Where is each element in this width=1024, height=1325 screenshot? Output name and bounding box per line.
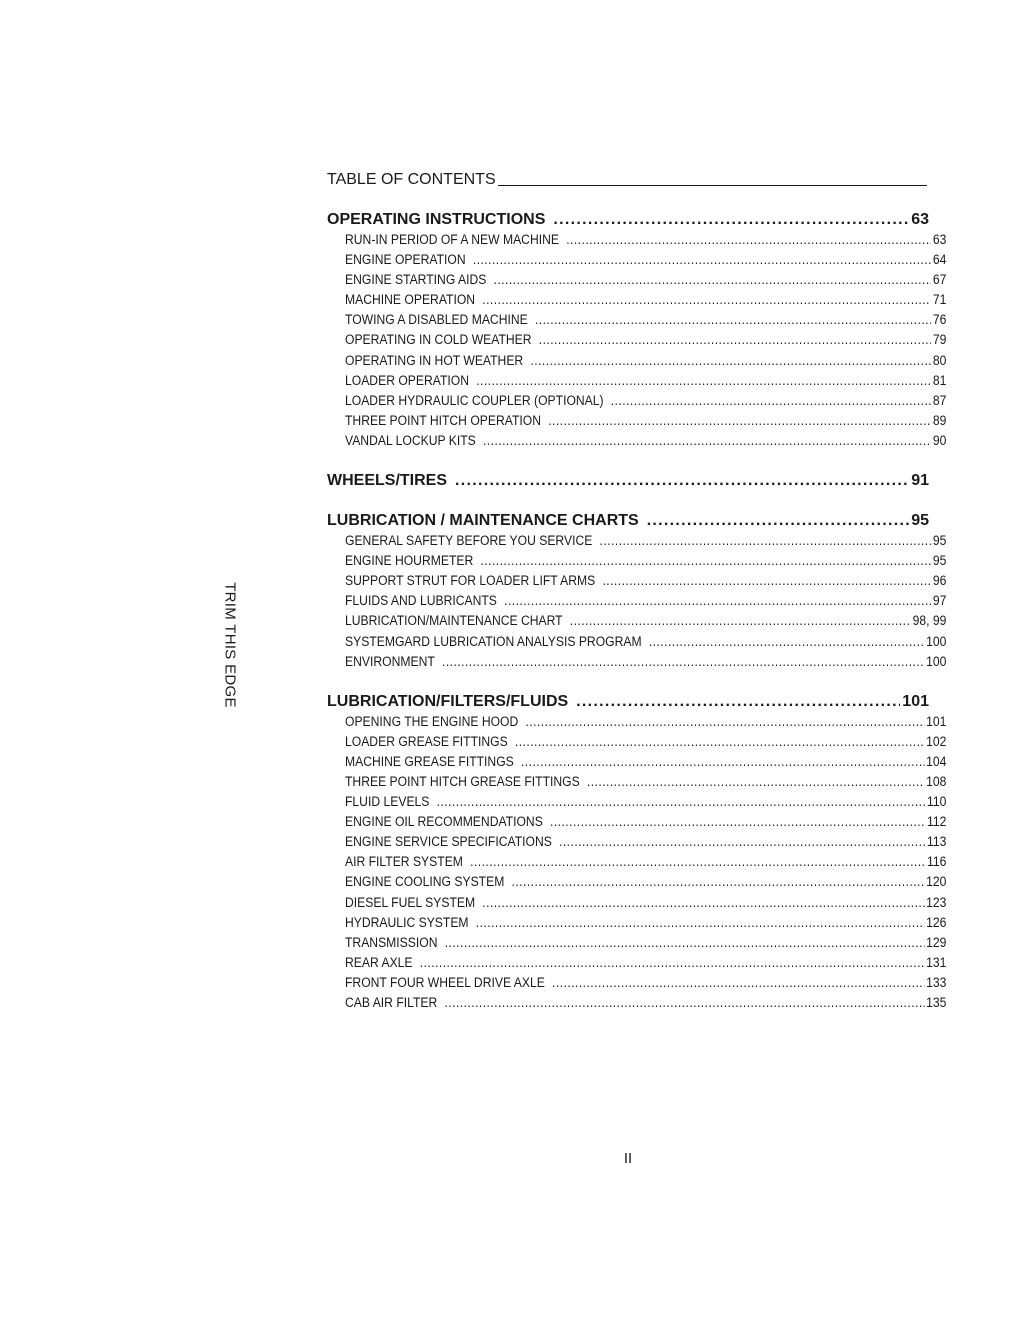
toc-section-heading[interactable] (327, 511, 929, 531)
dot-leader (600, 531, 932, 551)
toc-entry-label: FRONT FOUR WHEEL DRIVE AXLE (345, 974, 545, 990)
toc-section-heading-page: 63 (911, 211, 929, 228)
toc-entry-label: OPENING THE ENGINE HOOD (345, 713, 519, 729)
toc-entry-label: SUPPORT STRUT FOR LOADER LIFT ARMS (345, 573, 596, 589)
toc-entry[interactable] (327, 712, 946, 732)
dot-leader (647, 511, 910, 531)
toc-entry-page: 135 (926, 995, 947, 1010)
toc-entry[interactable] (327, 893, 946, 913)
toc-entry-label: LOADER HYDRAULIC COUPLER (OPTIONAL) (345, 392, 604, 408)
toc-entry-label: FLUID LEVELS (345, 794, 430, 810)
dot-leader (482, 893, 924, 913)
toc-entry-label: REAR AXLE (345, 954, 413, 970)
toc-entry[interactable] (327, 391, 946, 411)
page-footer (0, 1150, 1024, 1168)
dot-leader (559, 832, 925, 852)
toc-entry-page: 112 (927, 814, 947, 830)
toc-entry-label: RUN-IN PERIOD OF A NEW MACHINE (345, 232, 560, 247)
dot-leader (437, 792, 926, 812)
dot-leader (455, 471, 909, 491)
toc-section-heading-page: 91 (911, 472, 929, 490)
toc-entry[interactable] (327, 250, 946, 270)
toc-section-heading[interactable] (327, 210, 929, 230)
page-number: II (623, 1150, 633, 1167)
dot-leader (512, 872, 925, 892)
dot-leader (442, 652, 924, 672)
dot-leader (473, 250, 931, 270)
dot-leader (494, 270, 932, 290)
dot-leader (521, 752, 924, 772)
toc-entry-page: 80 (932, 352, 947, 368)
toc-entry-label: SYSTEMGARD LUBRICATION ANALYSIS PROGRAM (345, 633, 642, 649)
dot-leader (553, 210, 909, 230)
toc-entry-label: FLUIDS AND LUBRICANTS (345, 593, 497, 609)
toc-entry-label: LOADER OPERATION (345, 372, 470, 388)
toc-entry-page: 90 (932, 432, 947, 448)
dot-leader (611, 391, 931, 411)
toc-entry[interactable] (327, 551, 946, 571)
toc-entry-label: OPERATING IN HOT WEATHER (345, 352, 524, 368)
toc-entry-page: 108 (926, 773, 947, 789)
toc-entry-page: 126 (926, 914, 947, 930)
toc-section-heading-label: WHEELS/TIRES (327, 472, 448, 490)
toc-entry-page: 100 (926, 653, 947, 669)
header-rule (498, 185, 927, 186)
toc-entry[interactable] (327, 772, 946, 792)
toc-section (327, 210, 947, 451)
dot-leader (525, 712, 924, 732)
toc-entry-page: 110 (927, 794, 947, 810)
dot-leader (504, 591, 931, 611)
toc-entry[interactable] (327, 632, 946, 652)
toc-entry-page: 131 (926, 954, 947, 970)
dot-leader (444, 993, 924, 1013)
toc-entry-page: 96 (932, 573, 947, 589)
toc-entry-page: 71 (932, 292, 947, 308)
toc-entry[interactable] (327, 411, 946, 431)
toc-entry-label: ENGINE COOLING SYSTEM (345, 874, 505, 890)
toc-entry-label: LOADER GREASE FITTINGS (345, 733, 508, 749)
toc-entry-page: 100 (926, 633, 947, 649)
toc-entry[interactable] (327, 953, 946, 973)
toc-entry[interactable] (327, 913, 946, 933)
toc-entry-label: OPERATING IN COLD WEATHER (345, 332, 532, 348)
toc-entry[interactable] (327, 330, 946, 350)
toc-entry-label: LUBRICATION/MAINTENANCE CHART (345, 613, 563, 629)
toc-entry-page: 76 (932, 312, 947, 328)
toc-entry[interactable] (327, 351, 946, 371)
toc-entry-page: 64 (932, 252, 947, 268)
dot-leader (550, 812, 925, 832)
dot-leader (482, 290, 931, 310)
toc-entry-label: TRANSMISSION (345, 934, 438, 950)
toc-entry-page: 89 (932, 412, 947, 428)
toc-section-heading-page: 95 (911, 512, 929, 530)
toc-entry[interactable] (327, 752, 946, 772)
toc-entry[interactable] (327, 872, 946, 892)
toc-entry[interactable] (327, 652, 946, 672)
toc-entry-page: 87 (932, 392, 947, 408)
toc-entry[interactable] (327, 270, 946, 290)
toc-entry[interactable] (327, 230, 946, 250)
dot-leader (587, 772, 924, 792)
trim-edge-label: TRIM THIS EDGE (221, 582, 239, 708)
toc-entry-label: VANDAL LOCKUP KITS (345, 432, 476, 448)
toc-entry[interactable] (327, 832, 946, 852)
dot-leader (530, 351, 931, 371)
toc-entry-page: 133 (926, 974, 947, 990)
toc-section (327, 692, 947, 1013)
toc-entry-page: 79 (932, 332, 947, 348)
toc-entry[interactable] (327, 973, 946, 993)
toc-entry-label: ENGINE OPERATION (345, 252, 466, 268)
toc-entry-page: 63 (932, 232, 947, 247)
dot-leader (480, 551, 931, 571)
toc-entry[interactable] (327, 993, 946, 1013)
toc-entry-page: 104 (926, 753, 947, 769)
toc-entry-page: 120 (926, 874, 947, 890)
toc-entry[interactable] (327, 290, 946, 310)
toc-entry[interactable] (327, 792, 946, 812)
toc-entry-label: MACHINE GREASE FITTINGS (345, 753, 514, 769)
toc-section-heading-label: OPERATING INSTRUCTIONS (327, 211, 546, 228)
toc-entry-label: THREE POINT HITCH OPERATION (345, 412, 542, 428)
toc-entry[interactable] (327, 310, 946, 330)
toc-entry[interactable] (327, 611, 946, 631)
toc-section-heading[interactable] (327, 692, 929, 712)
toc-entry-page: 113 (927, 834, 947, 850)
toc-section-heading[interactable] (327, 471, 929, 491)
dot-leader (476, 371, 931, 391)
dot-leader (420, 953, 925, 973)
toc-entry-page: 95 (932, 553, 947, 569)
toc-entry-label: GENERAL SAFETY BEFORE YOU SERVICE (345, 533, 593, 549)
dot-leader (649, 632, 924, 652)
toc-section-heading-page: 101 (902, 692, 929, 710)
toc-entry-label: CAB AIR FILTER (345, 995, 438, 1010)
dot-leader (539, 330, 931, 350)
toc-entry-label: HYDRAULIC SYSTEM (345, 914, 469, 930)
dot-leader (566, 230, 931, 250)
toc-entry-label: THREE POINT HITCH GREASE FITTINGS (345, 773, 580, 789)
toc-entry[interactable] (327, 431, 946, 451)
toc-entry-label: ENVIRONMENT (345, 653, 435, 669)
toc-entry[interactable] (327, 933, 946, 953)
toc-section (327, 511, 947, 672)
toc-entry-label: ENGINE SERVICE SPECIFICATIONS (345, 834, 552, 850)
toc-entry[interactable] (327, 852, 946, 872)
toc-entry[interactable] (327, 591, 946, 611)
toc-section-heading-label: LUBRICATION / MAINTENANCE CHARTS (327, 512, 639, 530)
toc-header (327, 171, 927, 189)
toc-entry-page: 97 (932, 593, 947, 609)
table-of-contents (327, 210, 947, 1033)
toc-entry-page: 95 (932, 533, 947, 549)
dot-leader (570, 611, 911, 631)
toc-entry-page: 67 (932, 272, 947, 288)
toc-section-heading-label: LUBRICATION/FILTERS/FLUIDS (327, 692, 569, 710)
toc-entry-label: TOWING A DISABLED MACHINE (345, 312, 528, 328)
dot-leader (515, 732, 924, 752)
toc-entry-label: MACHINE OPERATION (345, 292, 476, 308)
toc-entry-page: 116 (927, 854, 947, 870)
toc-entry-label: ENGINE STARTING AIDS (345, 272, 487, 288)
toc-entry-page: 102 (926, 733, 947, 749)
toc-entry-label: ENGINE OIL RECOMMENDATIONS (345, 814, 543, 830)
toc-entry-page: 123 (926, 894, 947, 910)
dot-leader (548, 411, 931, 431)
toc-title: TABLE OF CONTENTS (327, 171, 496, 188)
toc-entry[interactable] (327, 531, 946, 551)
toc-section (327, 471, 929, 491)
toc-entry-label: ENGINE HOURMETER (345, 553, 474, 569)
toc-entry-page: 81 (932, 372, 947, 388)
dot-leader (483, 431, 931, 451)
dot-leader (602, 571, 931, 591)
dot-leader (576, 692, 900, 712)
toc-entry-page: 98, 99 (912, 613, 947, 629)
toc-entry[interactable] (327, 732, 946, 752)
dot-leader (470, 852, 925, 872)
toc-entry-label: DIESEL FUEL SYSTEM (345, 894, 476, 910)
dot-leader (476, 913, 925, 933)
toc-entry[interactable] (327, 812, 946, 832)
dot-leader (535, 310, 931, 330)
toc-entry-page: 129 (926, 934, 947, 950)
toc-entry[interactable] (327, 571, 946, 591)
toc-entry-page: 101 (926, 713, 947, 729)
dot-leader (445, 933, 925, 953)
dot-leader (552, 973, 924, 993)
toc-entry-label: AIR FILTER SYSTEM (345, 854, 463, 870)
toc-entry[interactable] (327, 371, 946, 391)
